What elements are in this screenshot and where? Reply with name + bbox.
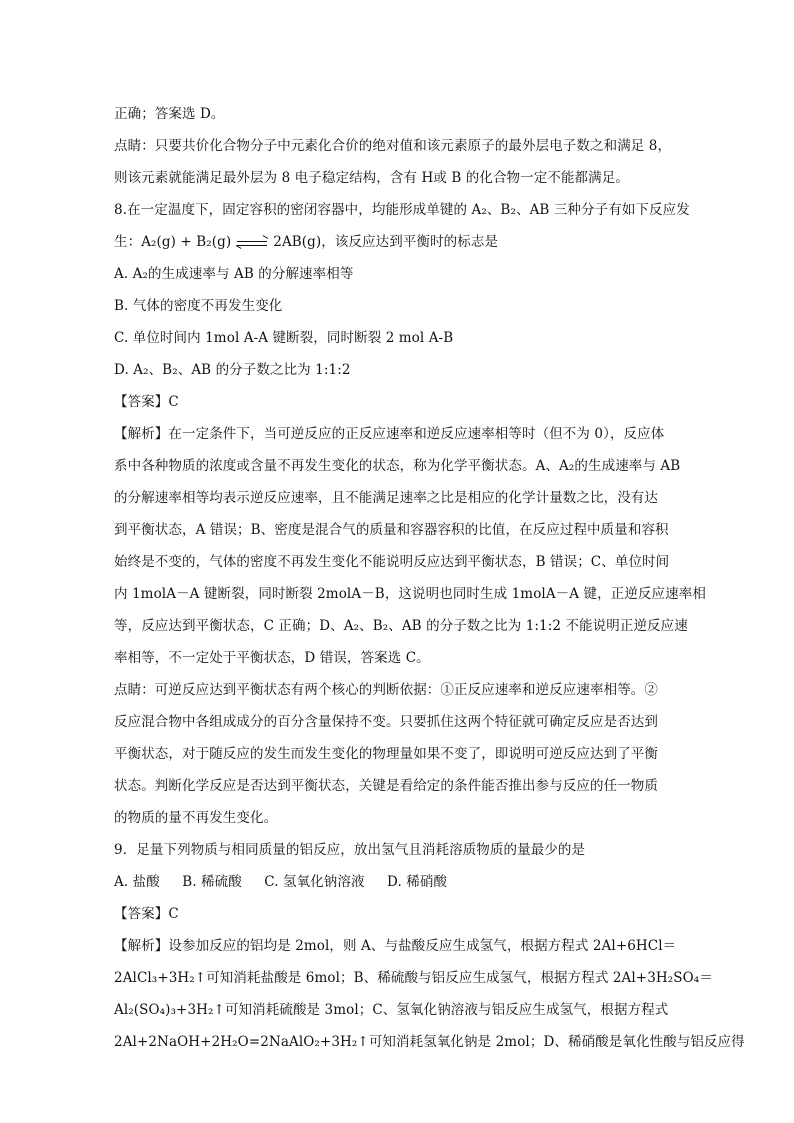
text-line: 则该元素就能满足最外层为 8 电子稳定结构，含有 H或 B 的化合物一定不能都满足。 [114,170,629,186]
equilibrium-arrow-icon [237,238,267,248]
tip-line: 平衡状态，对于随反应的发生而发生变化的物理量如果不变了，即说明可逆反应达到了平衡 [114,746,658,762]
tip-line: 点睛：可逆反应达到平衡状态有两个核心的判断依据：①正反应速率和逆反应速率相等。② [114,682,658,698]
tip-line: 状态。判断化学反应是否达到平衡状态，关键是看给定的条件能否推出参与反应的任一物质 [114,778,658,794]
text-line: 正确；答案选 D。 [114,106,225,122]
analysis-line: Al₂(SO₄)₃+3H₂↑可知消耗硫酸是 3mol；C、氢氧化钠溶液与铝反应生成氢气，根据方程式 [114,1002,669,1018]
answer-label: 【答案】C [114,394,179,410]
analysis-line: 【解析】设参加反应的铝均是 2mol，则 A、与盐酸反应生成氢气，根据方程式 2Al+6HCl＝ [114,938,677,954]
analysis-line: 始终是不变的，气体的密度不再发生变化不能说明反应达到平衡状态，B 错误；C、单位时间 [114,554,670,570]
analysis-line: 2AlCl₃+3H₂↑可知消耗盐酸是 6mol；B、稀硫酸与铝反应生成氢气，根据方程式 2Al+3H₂SO₄＝ [114,970,713,986]
option-d: D. 稀硝酸 [387,874,448,890]
option-d: D. A₂、B₂、AB 的分子数之比为 1:1:2 [114,362,351,378]
analysis-line: 系中各种物质的浓度或含量不再发生变化的状态，称为化学平衡状态。A、A₂的生成速率与 AB [114,458,681,474]
analysis-line: 【解析】在一定条件下，当可逆反应的正反应速率和逆反应速率相等时（但不为 0），反应体 [114,426,665,442]
option-a: A. 盐酸 [114,874,160,890]
equation-left: 生：A₂(g) + B₂(g) [114,234,232,250]
question-9-options [114,866,682,898]
analysis-line: 到平衡状态，A 错误；B、密度是混合气的质量和容器容积的比值，在反应过程中质量和容积 [114,522,669,538]
analysis-line: 内 1molA－A 键断裂，同时断裂 2molA－B，这说明也同时生成 1molA－A 键，正逆反应速率相 [114,586,706,602]
tip-line: 的物质的量不再发生变化。 [114,810,278,826]
option-c: C. 氢氧化钠溶液 [264,874,365,890]
document-page [114,98,745,1058]
option-b: B. 气体的密度不再发生变化 [114,298,283,314]
question-8-equation [114,226,682,258]
text-line: 点睛：只要共价化合物分子中元素化合价的绝对值和该元素原子的最外层电子数之和满足 8， [114,138,672,154]
equation-right: 2AB(g)，该反应达到平衡时的标志是 [273,234,499,250]
option-c: C. 单位时间内 1mol A-A 键断裂，同时断裂 2 mol A-B [114,330,454,346]
analysis-line: 率相等，不一定处于平衡状态，D 错误，答案选 C。 [114,650,430,666]
question-8-stem: 8.在一定温度下，固定容积的密闭容器中，均能形成单键的 A₂、B₂、AB 三种分子有如下反应发 [114,202,690,218]
tip-line: 反应混合物中各组成成分的百分含量保持不变。只要抓住这两个特征就可确定反应是否达到 [114,714,658,730]
answer-label: 【答案】C [114,906,179,922]
option-b: B. 稀硫酸 [182,874,242,890]
analysis-line: 等，反应达到平衡状态，C 正确；D、A₂、B₂、AB 的分子数之比为 1:1:2 不能说明正逆反应速 [114,618,688,634]
analysis-line: 的分解速率相等均表示逆反应速率，且不能满足速率之比是相应的化学计量数之比，没有达 [114,490,658,506]
analysis-line: 2Al+2NaOH+2H₂O=2NaAlO₂+3H₂↑可知消耗氢氧化钠是 2mol；D、稀硝酸是氧化性酸与铝反应得 [114,1034,745,1050]
question-9-stem: 9．足量下列物质与相同质量的铝反应，放出氢气且消耗溶质物质的量最少的是 [114,842,586,858]
option-a: A. A₂的生成速率与 AB 的分解速率相等 [114,266,354,282]
